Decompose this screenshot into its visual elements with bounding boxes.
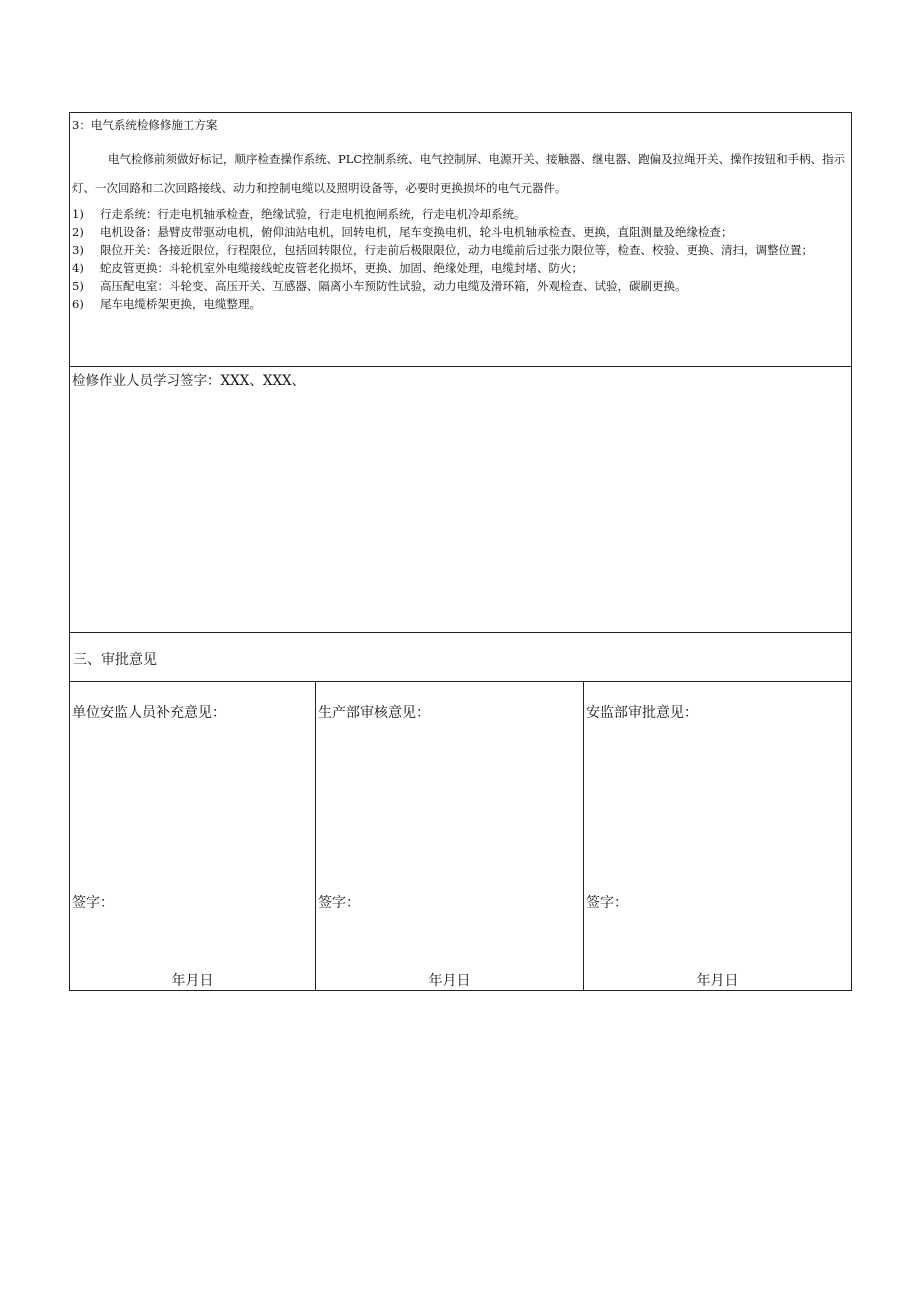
form-page bbox=[69, 112, 852, 991]
section-heading: 3：电气系统检修修施工方案 bbox=[72, 118, 218, 132]
list-item bbox=[72, 277, 849, 295]
safety-dept-approval-cell bbox=[583, 682, 851, 990]
list-item-text: 尾车电缆桥架更换，电缆整理。 bbox=[100, 297, 261, 311]
opinion-title: 安监部审批意见： bbox=[586, 705, 698, 721]
approval-heading: 三、审批意见 bbox=[69, 633, 852, 682]
intro-paragraph: 电气检修前须做好标记，顺序检查操作系统、PLC控制系统、电气控制屏、电源开关、接触器、继电器、跑偏及拉绳开关、操作按钮和手柄、指示灯、一次回路和二次回路接线、动力和控制电缆以及照明设备等，必要时更换损坏的电气元器件。 bbox=[72, 152, 846, 195]
list-item bbox=[72, 259, 849, 277]
list-item bbox=[72, 205, 849, 223]
signature-label: 签字： bbox=[586, 895, 628, 911]
electrical-plan-section bbox=[69, 112, 852, 367]
opinion-title: 单位安监人员补充意见： bbox=[72, 705, 226, 721]
production-review-opinion-cell bbox=[315, 682, 583, 990]
opinion-title: 生产部审核意见： bbox=[318, 705, 430, 721]
list-item-number: 4) bbox=[72, 261, 84, 275]
list-item-text: 高压配电室：斗轮变、高压开关、互感器、隔离小车预防性试验，动力电缆及滑环箱，外观检查、试验，碳刷更换。 bbox=[100, 279, 687, 293]
list-item-text: 蛇皮管更换：斗轮机室外电缆接线蛇皮管老化损坏，更换、加固、绝缘处理，电缆封堵、防火； bbox=[100, 261, 583, 275]
list-item bbox=[72, 295, 849, 313]
date-label: 年月日 bbox=[696, 973, 739, 989]
study-signature-section bbox=[69, 367, 852, 633]
safety-staff-opinion-cell bbox=[70, 682, 315, 990]
list-item-text: 电机设备：悬臂皮带驱动电机，俯仰油站电机，回转电机，尾车变换电机，轮斗电机轴承检查、更换，直阻测量及绝缘检查； bbox=[100, 225, 733, 239]
list-item bbox=[72, 223, 849, 241]
list-item-number: 2) bbox=[72, 225, 84, 239]
list-item-number: 3) bbox=[72, 243, 84, 257]
list-item-text: 行走系统：行走电机轴承检查，绝缘试验，行走电机抱闸系统，行走电机冷却系统。 bbox=[100, 207, 526, 221]
list-item-number: 6) bbox=[72, 297, 84, 311]
list-item-number: 1) bbox=[72, 207, 84, 221]
signature-label: 签字： bbox=[72, 895, 114, 911]
date-label: 年月日 bbox=[428, 973, 471, 989]
list-item-number: 5) bbox=[72, 279, 84, 293]
date-label: 年月日 bbox=[171, 973, 214, 989]
list-item-text: 限位开关：各接近限位，行程限位，包括回转限位，行走前后极限限位，动力电缆前后过张力限位等，检查、校验、更换、清扫，调整位置； bbox=[100, 243, 813, 257]
signature-label: 签字： bbox=[318, 895, 360, 911]
study-signature-label: 检修作业人员学习签字：XXX、XXX、 bbox=[72, 373, 306, 389]
list-item bbox=[72, 241, 849, 259]
approval-columns bbox=[69, 682, 852, 991]
